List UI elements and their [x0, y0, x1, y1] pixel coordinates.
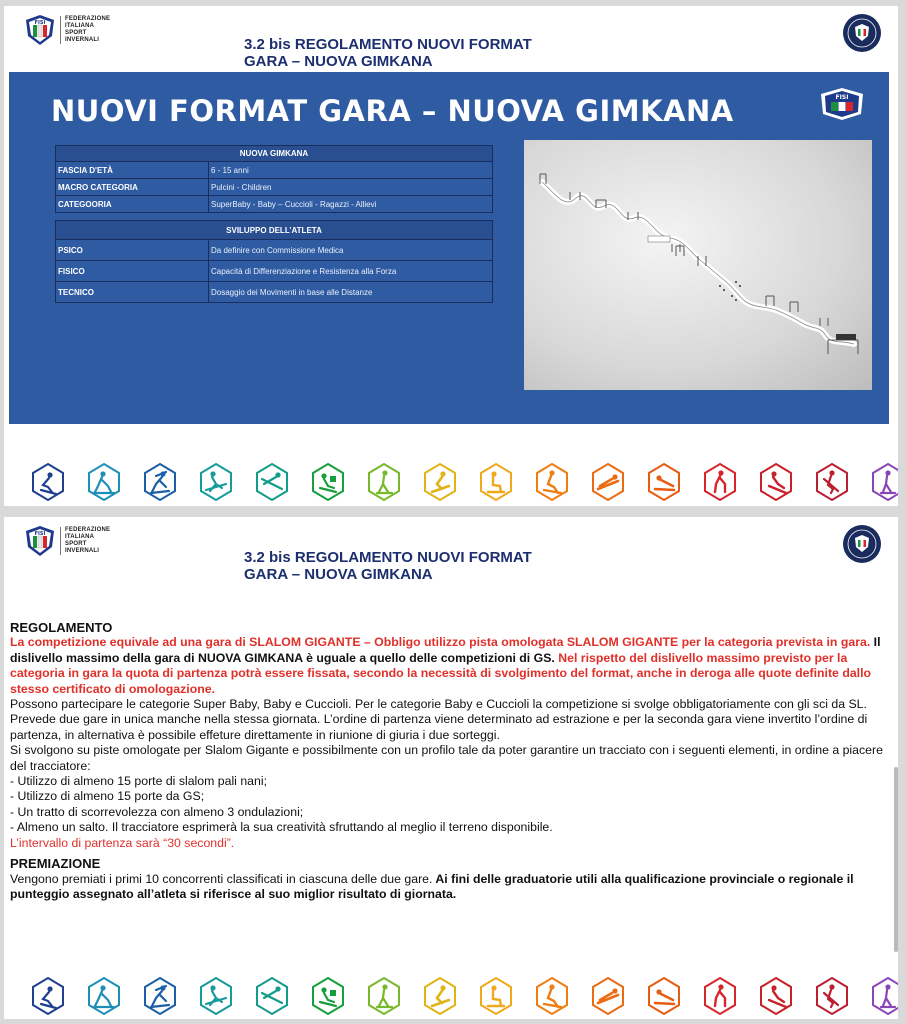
cross-country-icon: [86, 976, 122, 1016]
logo-line: SPORT: [65, 541, 87, 547]
document-title-line: 3.2 bis REGOLAMENTO NUOVI FORMAT: [244, 549, 532, 566]
table-row: [56, 282, 492, 302]
document-title-line: GARA – NUOVA GIMKANA: [244, 53, 433, 70]
table-row-label: FASCIA D'ETÀ: [56, 162, 209, 178]
logo-line: ITALIANA: [65, 534, 95, 540]
slide-page-1: [4, 6, 898, 506]
nordic-combined-icon: [198, 462, 234, 502]
logo-line: FEDERAZIONE: [65, 16, 111, 22]
fisi-badge-icon: [817, 86, 867, 122]
banner-title: NUOVI FORMAT GARA – NUOVA GIMKANA: [51, 94, 734, 128]
table-row: [56, 162, 492, 179]
table-row-value: Da definire con Commissione Medica: [211, 245, 344, 255]
section-heading-premiazione: PREMIAZIONE: [10, 856, 101, 872]
section-heading-regolamento: REGOLAMENTO: [10, 620, 113, 635]
biathlon-icon: [142, 976, 178, 1016]
table-row-value: Dosaggio dei Movimenti in base alle Distanze: [211, 287, 373, 297]
fisi-shield-icon: [24, 14, 56, 46]
slide-page-2: [4, 517, 898, 1019]
telemark-icon: [366, 462, 402, 502]
sport-icons-strip: [30, 976, 880, 1016]
speed-ski-icon: [758, 462, 794, 502]
document-title: [244, 549, 532, 583]
badge-text: FISI: [835, 94, 849, 101]
gimkana-info-table: [55, 145, 493, 213]
table-row-label: MACRO CATEGORIA: [56, 179, 209, 195]
regulation-text: [10, 620, 894, 902]
logo-line: ITALIANA: [65, 23, 95, 29]
paragraph: Possono partecipare le categorie Super Baby, Baby e Cuccioli. Per le categorie Baby e Cuccioli la competizione si svolge obbligatoriamente con gli sci da SL.: [10, 697, 867, 712]
snowboard-icon: [422, 976, 458, 1016]
bold-text: Il dislivello massimo della gara di NUOVA GIMKANA è uguale a quello delle competizioni di GS.: [10, 635, 881, 665]
bobsleigh-icon: [702, 976, 738, 1016]
paragraph: Prevede due gare in unica manche nella stessa giornata. L’ordine di partenza viene determinato ad estrazione e per la seconda gara viene invertito l’ordine di partenza, in alternativa è possibile effeture direttamente in riunione di giuria i due sorteggi.: [10, 712, 868, 742]
slide-panel: [9, 72, 889, 424]
document-title-line: GARA – NUOVA GIMKANA: [244, 566, 433, 583]
regulation-intro: [10, 635, 894, 697]
red-highlight: La competizione equivale ad una gara di SLALOM GIGANTE – Obbligo utilizzo pista omologata SLALOM GIGANTE per la categoria prevista in gara.: [10, 635, 871, 650]
ski-mountaineering-icon: [534, 976, 570, 1016]
table-row: [56, 240, 492, 261]
speed-ski-icon: [758, 976, 794, 1016]
svg-text:FISI: FISI: [34, 531, 46, 537]
list-item: - Un tratto di scorrevolezza con almeno 3 ondulazioni;: [10, 804, 304, 819]
logo-line: INVERNALI: [65, 548, 100, 554]
awards-paragraph: [10, 872, 894, 903]
grass-ski-icon: [478, 462, 514, 502]
ski-jumping-icon: [254, 462, 290, 502]
seal-icon: [842, 13, 882, 53]
list-item: - Utilizzo di almeno 15 porte di slalom pali nani;: [10, 774, 267, 789]
table-row-label: TECNICO: [56, 282, 209, 302]
snowboard-cross-icon: [870, 462, 898, 502]
table-row-value: Pulcini - Children: [211, 182, 272, 192]
freestyle-icon: [310, 976, 346, 1016]
seal-icon: [842, 524, 882, 564]
ski-cross-icon: [814, 462, 850, 502]
list-item: - Almeno un salto. Il tracciatore esprimerà la sua creatività sfruttando al meglio il terreno disponibile.: [10, 820, 553, 835]
snowboard-cross-icon: [870, 976, 898, 1016]
table-row: [56, 261, 492, 282]
alpine-skiing-icon: [30, 462, 66, 502]
biathlon-icon: [142, 462, 178, 502]
fisi-shield-icon: [24, 525, 56, 557]
table-header: NUOVA GIMKANA: [56, 146, 492, 162]
cross-country-icon: [86, 462, 122, 502]
table-header: SVILUPPO DELL’ATLETA: [56, 221, 492, 240]
skeleton-icon: [646, 462, 682, 502]
telemark-icon: [366, 976, 402, 1016]
athlete-development-table: [55, 220, 493, 303]
ski-jumping-icon: [254, 976, 290, 1016]
luge-icon: [590, 462, 626, 502]
course-layout-image: [524, 140, 872, 390]
ski-mountaineering-icon: [534, 462, 570, 502]
nordic-combined-icon: [198, 976, 234, 1016]
awards-text: Vengono premiati i primi 10 concorrenti classificati in ciascuna delle due gare.: [10, 871, 433, 886]
bold-text: Ai fini delle graduatorie utili alla qualificazione provinciale o regionale il punteggio assegnato all’atleta si riferisce al suo miglior risultato di giornata.: [10, 871, 854, 901]
table-row: [56, 196, 492, 212]
freestyle-icon: [310, 462, 346, 502]
list-item: - Utilizzo di almeno 15 porte da GS;: [10, 789, 205, 804]
table-row-value: Capacità di Differenziazione e Resistenza alla Forza: [211, 266, 397, 276]
start-interval-note: L’intervallo di partenza sarà “30 secondi”.: [10, 835, 235, 850]
document-title-line: 3.2 bis REGOLAMENTO NUOVI FORMAT: [244, 36, 532, 53]
grass-ski-icon: [478, 976, 514, 1016]
snowboard-icon: [422, 462, 458, 502]
table-row-label: PSICO: [56, 240, 209, 260]
table-row: [56, 179, 492, 196]
paragraph: Si svolgono su piste omologate per Slalom Gigante e possibilmente con un profilo tale da poter garantire un tracciato con i seguenti elementi, in ordine a piacere del tracciatore:: [10, 743, 883, 773]
document-title: [244, 36, 532, 70]
skeleton-icon: [646, 976, 682, 1016]
logo-line: SPORT: [65, 30, 87, 36]
ski-cross-icon: [814, 976, 850, 1016]
bobsleigh-icon: [702, 462, 738, 502]
table-row-value: 6 - 15 anni: [211, 165, 249, 175]
table-row-value: SuperBaby - Baby – Cuccioli - Ragazzi - Allievi: [211, 199, 377, 209]
red-highlight: Nel rispetto del dislivello massimo previsto per la categoria in gara la quota di partenza potrà essere fissata, secondo la necessità di svolgimento del format, anche in deroga alle quote definite dallo stesso certificato di omologazione.: [10, 650, 872, 696]
fisi-logo: [24, 525, 144, 565]
logo-line: FEDERAZIONE: [65, 527, 111, 533]
logo-line: INVERNALI: [65, 37, 100, 43]
svg-text:FISI: FISI: [34, 20, 46, 26]
table-row-label: CATEGOORIA: [56, 196, 209, 212]
fisi-logo: [24, 14, 144, 54]
luge-icon: [590, 976, 626, 1016]
scrollbar[interactable]: [894, 767, 898, 952]
sport-icons-strip: [30, 462, 880, 502]
course-diagram: [524, 140, 872, 390]
table-row-label: FISICO: [56, 261, 209, 281]
alpine-skiing-icon: [30, 976, 66, 1016]
